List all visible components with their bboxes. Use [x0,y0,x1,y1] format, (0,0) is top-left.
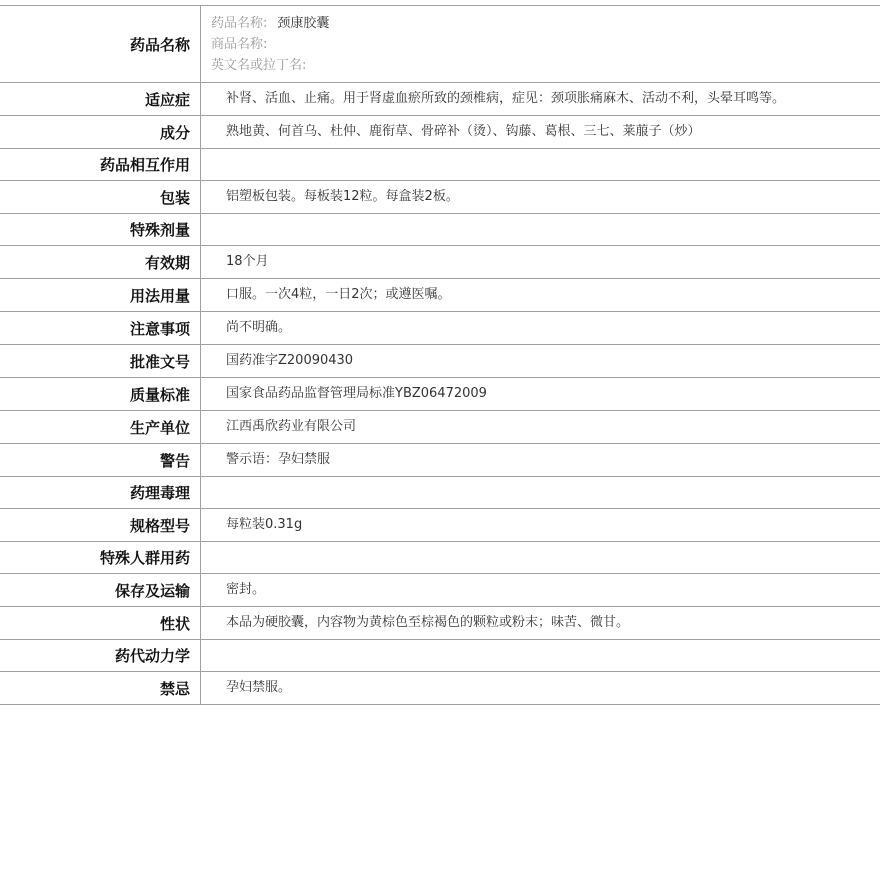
info-row [0,312,880,345]
info-row-label: 用法用量 [0,279,201,312]
info-row-value-cell [201,607,880,640]
info-row-label: 生产单位 [0,411,201,444]
info-row-value: 国家食品药品监督管理局标准YBZ06472009 [226,386,487,401]
info-row-value-cell [201,640,880,672]
info-row-value-cell [201,279,880,312]
info-row-label: 药代动力学 [0,640,201,672]
info-row-value-cell [201,345,880,378]
info-row [0,444,880,477]
info-row-value-cell [201,116,880,149]
info-row [0,574,880,607]
info-row [0,83,880,116]
trade-name-line [211,34,870,55]
info-row-value: 口服。一次4粒，一日2次；或遵医嘱。 [226,287,451,302]
english-name-line [211,55,870,76]
info-row-value: 每粒装0.31g [226,517,303,532]
info-row-value-cell [201,444,880,477]
info-row-value-cell [201,477,880,509]
info-row [0,181,880,214]
info-row-value-cell [201,83,880,116]
info-row-label: 注意事项 [0,312,201,345]
info-row-value-cell [201,542,880,574]
info-row [0,640,880,672]
info-row [0,411,880,444]
info-row-value-cell [201,411,880,444]
drug-name-label: 药品名称 [0,6,201,83]
info-rows [0,83,880,705]
info-row-label: 药理毒理 [0,477,201,509]
info-row-label: 禁忌 [0,672,201,705]
drug-names-cell [201,6,880,83]
info-row [0,378,880,411]
info-row-value: 警示语：孕妇禁服 [226,452,331,467]
info-row-value: 补肾、活血、止痛。用于肾虚血瘀所致的颈椎病，症见：颈项胀痛麻木、活动不利，头晕耳鸣等。 [226,91,786,106]
info-row-value-cell [201,509,880,542]
info-row-label: 质量标准 [0,378,201,411]
info-row [0,542,880,574]
info-row [0,345,880,378]
info-row-label: 保存及运输 [0,574,201,607]
info-row [0,477,880,509]
info-row-value: 尚不明确。 [226,320,292,335]
info-row-value-cell [201,246,880,279]
info-row [0,607,880,640]
english-name-key: 英文名或拉丁名: [211,57,307,73]
info-row-value-cell [201,672,880,705]
info-row-label: 有效期 [0,246,201,279]
info-row-label: 适应症 [0,83,201,116]
info-row-label: 包装 [0,181,201,214]
info-row-value-cell [201,312,880,345]
generic-name-value: 颈康胶囊 [277,15,330,31]
info-row [0,246,880,279]
info-row-value: 江西禹欣药业有限公司 [226,419,357,434]
info-row [0,672,880,705]
info-row [0,149,880,181]
info-row-value: 本品为硬胶囊，内容物为黄棕色至棕褐色的颗粒或粉末；味苦、微甘。 [226,615,630,630]
info-row [0,509,880,542]
drug-info-table [0,5,880,705]
info-row-label: 药品相互作用 [0,149,201,181]
info-row [0,214,880,246]
info-row [0,279,880,312]
info-row-label: 规格型号 [0,509,201,542]
info-row-value: 18个月 [226,254,269,269]
info-row [0,116,880,149]
generic-name-line [211,13,870,34]
info-row-label: 特殊剂量 [0,214,201,246]
info-row-value-cell [201,181,880,214]
info-row-value-cell [201,149,880,181]
drug-name-row [0,6,880,83]
generic-name-key: 药品名称: [211,15,268,31]
drug-info-sheet [0,5,880,705]
trade-name-key: 商品名称: [211,36,268,52]
info-row-value-cell [201,214,880,246]
info-row-value-cell [201,378,880,411]
info-row-value: 国药准字Z20090430 [226,353,354,368]
info-row-label: 特殊人群用药 [0,542,201,574]
info-row-value: 孕妇禁服。 [226,680,292,695]
info-row-value: 铝塑板包装。每板装12粒。每盒装2板。 [226,189,459,204]
info-row-value: 密封。 [226,582,266,597]
info-row-value-cell [201,574,880,607]
info-row-label: 成分 [0,116,201,149]
info-row-value: 熟地黄、何首乌、杜仲、鹿衔草、骨碎补（烫）、钩藤、葛根、三七、莱菔子（炒） [226,124,701,139]
info-row-label: 性状 [0,607,201,640]
info-row-label: 批准文号 [0,345,201,378]
info-row-label: 警告 [0,444,201,477]
